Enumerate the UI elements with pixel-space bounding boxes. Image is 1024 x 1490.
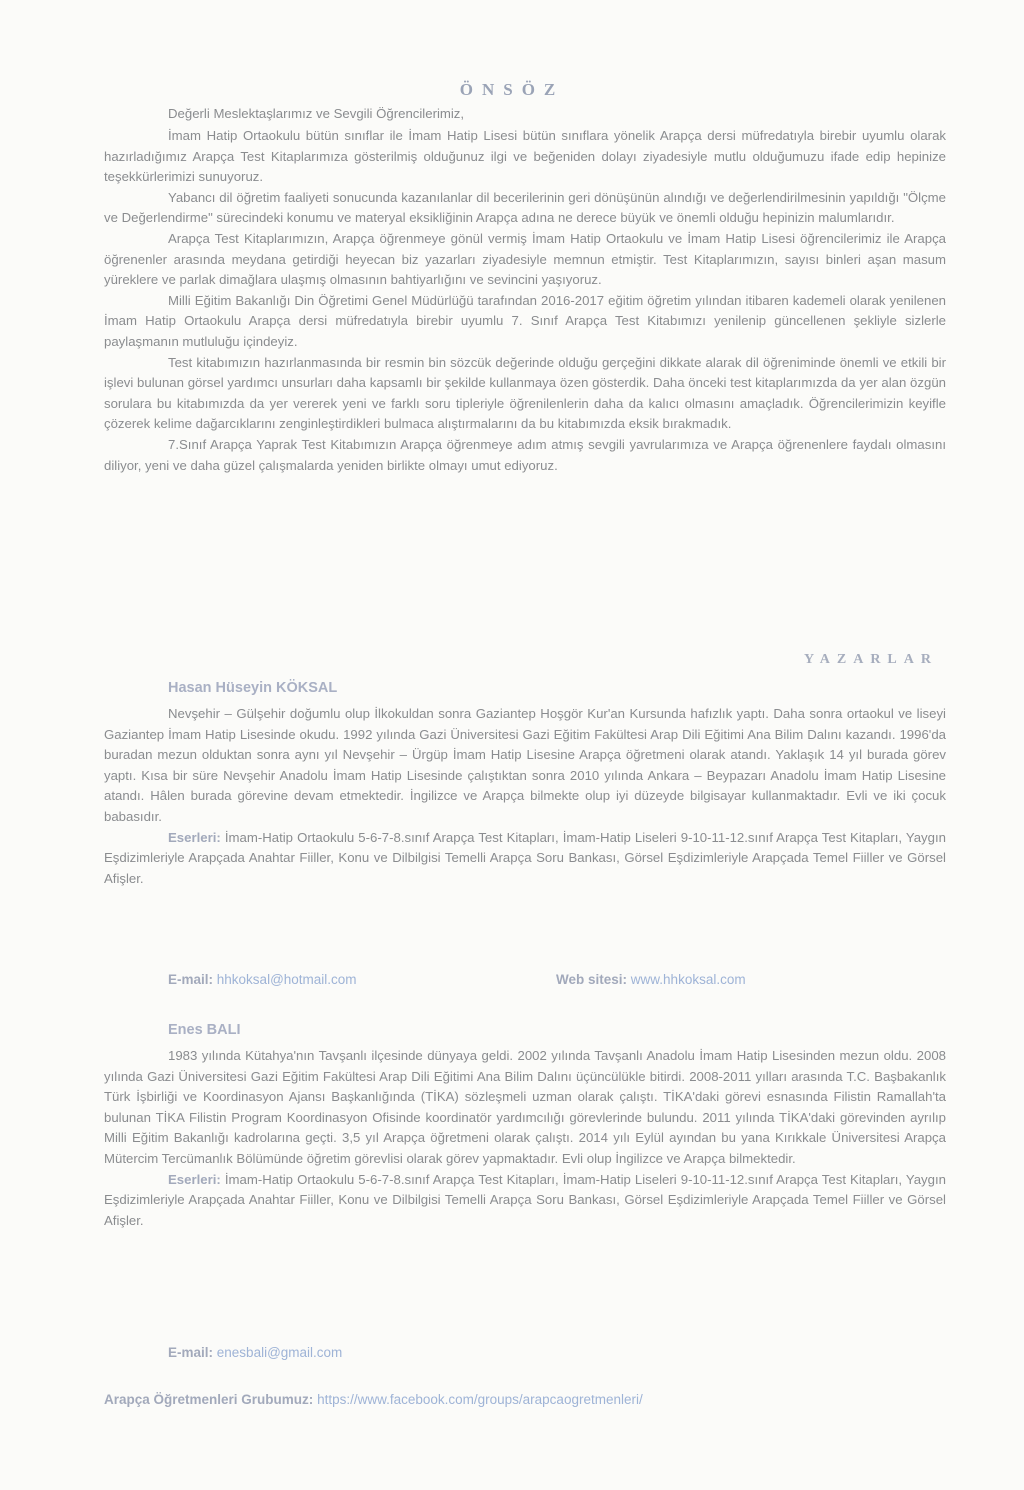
author1-email-label: E-mail: [168,972,214,987]
author2-email-row [168,1345,342,1360]
preface-paragraph: İmam Hatip Ortaokulu bütün sınıflar ile İmam Hatip Lisesi bütün sınıflara yönelik Arapça dersi müfredatıyla birebir uyumlu olarak hazırladığımız Arapça Test Kitaplarımıza gösterilmiş olduğunuz ilgi ve beğeniden dolayı ziyadesiyle mutlu olduğumuzu ifade edip hepinize teşekkürlerimizi sunuyoruz. [104,128,946,185]
author2-section [104,1046,946,1231]
author1-email-row [168,972,357,987]
author2-bio: 1983 yılında Kütahya'nın Tavşanlı ilçesinde dünyaya geldi. 2002 yılında Tavşanlı Anadolu İmam Hatip Lisesinden mezun oldu. 2008 yılında Gazi Üniversitesi Gazi Eğitim Fakültesi Arap Dili Eğitimi Ana Bilim Dalını üçüncülükle bitirdi. 2008-2011 yılları arasında T.C. Başbakanlık Türk İşbirliği ve Koordinasyon Ajansı Başkanlığında (TİKA) sözleşmeli uzman olarak çalıştı. TİKA'daki görevi esnasında Filistin Ramallah'ta bulunan TİKA Filistin Program Koordinasyon Ofisinde koordinatör yardımcılığı görevlerinde bulundu. 2011 yılında TİKA'daki görevinden ayrılıp Milli Eğitim Bakanlığı kadrolarına geçti. 3,5 yıl Arapça öğretmeni olarak çalıştı. 2014 yılı Eylül ayından bu yana Kırıkkale Üniversitesi Arapça Mütercim Tercümanlık Bölümünde öğretim görevlisi olarak görev yapmaktadır. Evli olup İngilizce ve Arapça bilmektedir. [104,1048,946,1166]
author1-web-row [556,972,746,987]
salutation: Değerli Meslektaşlarımız ve Sevgili Öğrencilerimiz, [168,106,465,121]
page-title: ÖNSÖZ [459,80,565,99]
author1-works-text: İmam-Hatip Ortaokulu 5-6-7-8.sınıf Arapça Test Kitapları, İmam-Hatip Liseleri 9-10-11-12.sınıf Arapça Test Kitapları, Yaygın Eşdizimleriyle Arapçada Anahtar Fiiller, Konu ve Dilbilgisi Temelli Arapça Soru Bankası, Görsel Eşdizimleriyle Arapçada Temel Fiiller ve Görsel Afişler. [104,829,946,886]
author1-web-label: Web sitesi: [556,972,628,987]
author1-works [104,828,946,890]
author1-name: Hasan Hüseyin KÖKSAL [168,680,338,696]
author2-email-label: E-mail: [168,1345,214,1360]
author1-web-link[interactable]: www.hhkoksal.com [630,972,746,987]
preface-paragraph: 7.Sınıf Arapça Yaprak Test Kitabımızın Arapça öğrenmeye adım atmış sevgili yavrularımıza ve Arapça öğrenenlere faydalı olmasını diliyor, yeni ve daha güzel çalışmalarda yeniden birlikte olmayı umut ediyoruz. [104,436,946,473]
author2-name: Enes BALI [168,1022,241,1038]
authors-heading: YAZARLAR [803,652,938,667]
footer-label: Arapça Öğretmenleri Grubumuz: [104,1392,314,1407]
author1-bio: Nevşehir – Gülşehir doğumlu olup İlkokuldan sonra Gaziantep Hoşgör Kur'an Kursunda hafızlık yaptı. Daha sonra ortaokul ve liseyi Gaziantep İmam Hatip Lisesinde okudu. 1992 yılında Gazi Üniversitesi Gazi Eğitim Fakültesi Arap Dili Eğitimi Ana Bilim Dalını kazandı. 1996'da buradan mezun olduktan sonra aynı yıl Nevşehir – Ürgüp İmam Hatip Lisesine Arapça öğretmeni olarak atandı. Yaklaşık 14 yıl burada görev yaptı. Kısa bir süre Nevşehir Anadolu İmam Hatip Lisesinde çalıştıktan sonra 2010 yılında Ankara – Beypazarı Anadolu İmam Hatip Lisesine atandı. Hâlen burada görevine devam etmektedir. İngilizce ve Arapça bilmekte olup iyi düzeyde bilgisayar kullanmaktadır. Evli ve iki çocuk babasıdır. [104,706,946,824]
author1-works-label: Eserleri: [168,829,221,845]
preface-paragraph: Yabancı dil öğretim faaliyeti sonucunda kazanılanlar dil becerilerinin geri dönüşünün alındığı ve değerlendirilmesinin yapıldığı "Ölçme ve Değerlendirme" sürecindeki konumu ve materyal eksikliğinin Arapça adına ne derece büyük ve önemli olduğu hepinizin malumlarıdır. [104,189,946,226]
preface-paragraph: Milli Eğitim Bakanlığı Din Öğretimi Genel Müdürlüğü tarafından 2016-2017 eğitim öğretim yılından itibaren kademeli olarak yenilenen İmam Hatip Ortaokulu Arapça dersi müfredatıyla birebir uyumlu 7. Sınıf Arapça Test Kitabımızı yenilenip güncellenen şekliyle sizlerle paylaşmanın mutluluğu içindeyiz. [104,292,946,349]
footer-group-link[interactable]: https://www.facebook.com/groups/arapcaogretmenleri/ [317,1392,643,1407]
author2-works-label: Eserleri: [168,1171,221,1187]
preface-paragraph: Test kitabımızın hazırlanmasında bir resmin bin sözcük değerinde olduğu gerçeğini dikkate alarak dil öğreniminde önemli ve etkili bir işlevi bulunan görsel yardımcı unsurları daha kapsamlı bir şekilde kullanmaya özen gösterdik. Daha önceki test kitaplarımızda da yer alan özgün sorulara bu kitabımızda da yer vererek yeni ve farklı soru tipleriyle öğrenilenlerin daha da kalıcı olmasını amaçladık. Öğrencilerimizin keyifle çözerek kelime dağarcıklarını zenginleştirdikleri bulmaca alıştırmalarını da bu kitabımızda eksik bırakmadık. [104,354,946,432]
preface-body [104,126,946,476]
author2-works [104,1170,946,1232]
preface-paragraph: Arapça Test Kitaplarımızın, Arapça öğrenmeye gönül vermiş İmam Hatip Ortaokulu ve İmam Hatip Lisesi öğrencilerimiz ile Arapça öğrenenler arasında meydana getirdiği heyecan biz yazarları ziyadesiyle memnun etmiştir. Test Kitaplarımızın, sayısı binleri aşan masum yüreklere ve parlak dimağlara ulaşmış olmasının bahtiyarlığını ve sevincini yaşıyoruz. [104,230,946,288]
author2-works-text: İmam-Hatip Ortaokulu 5-6-7-8.sınıf Arapça Test Kitapları, İmam-Hatip Liseleri 9-10-11-12.sınıf Arapça Test Kitapları, Yaygın Eşdizimleriyle Arapçada Anahtar Fiiller, Konu ve Dilbilgisi Temelli Arapça Soru Bankası, Görsel Eşdizimleriyle Arapçada Temel Fiiller ve Görsel Afişler. [104,1171,946,1228]
footer-group-link-row [104,1392,643,1407]
author1-section [104,704,946,889]
author1-email-link[interactable]: hhkoksal@hotmail.com [216,972,357,987]
author2-email-link[interactable]: enesbali@gmail.com [216,1345,343,1360]
